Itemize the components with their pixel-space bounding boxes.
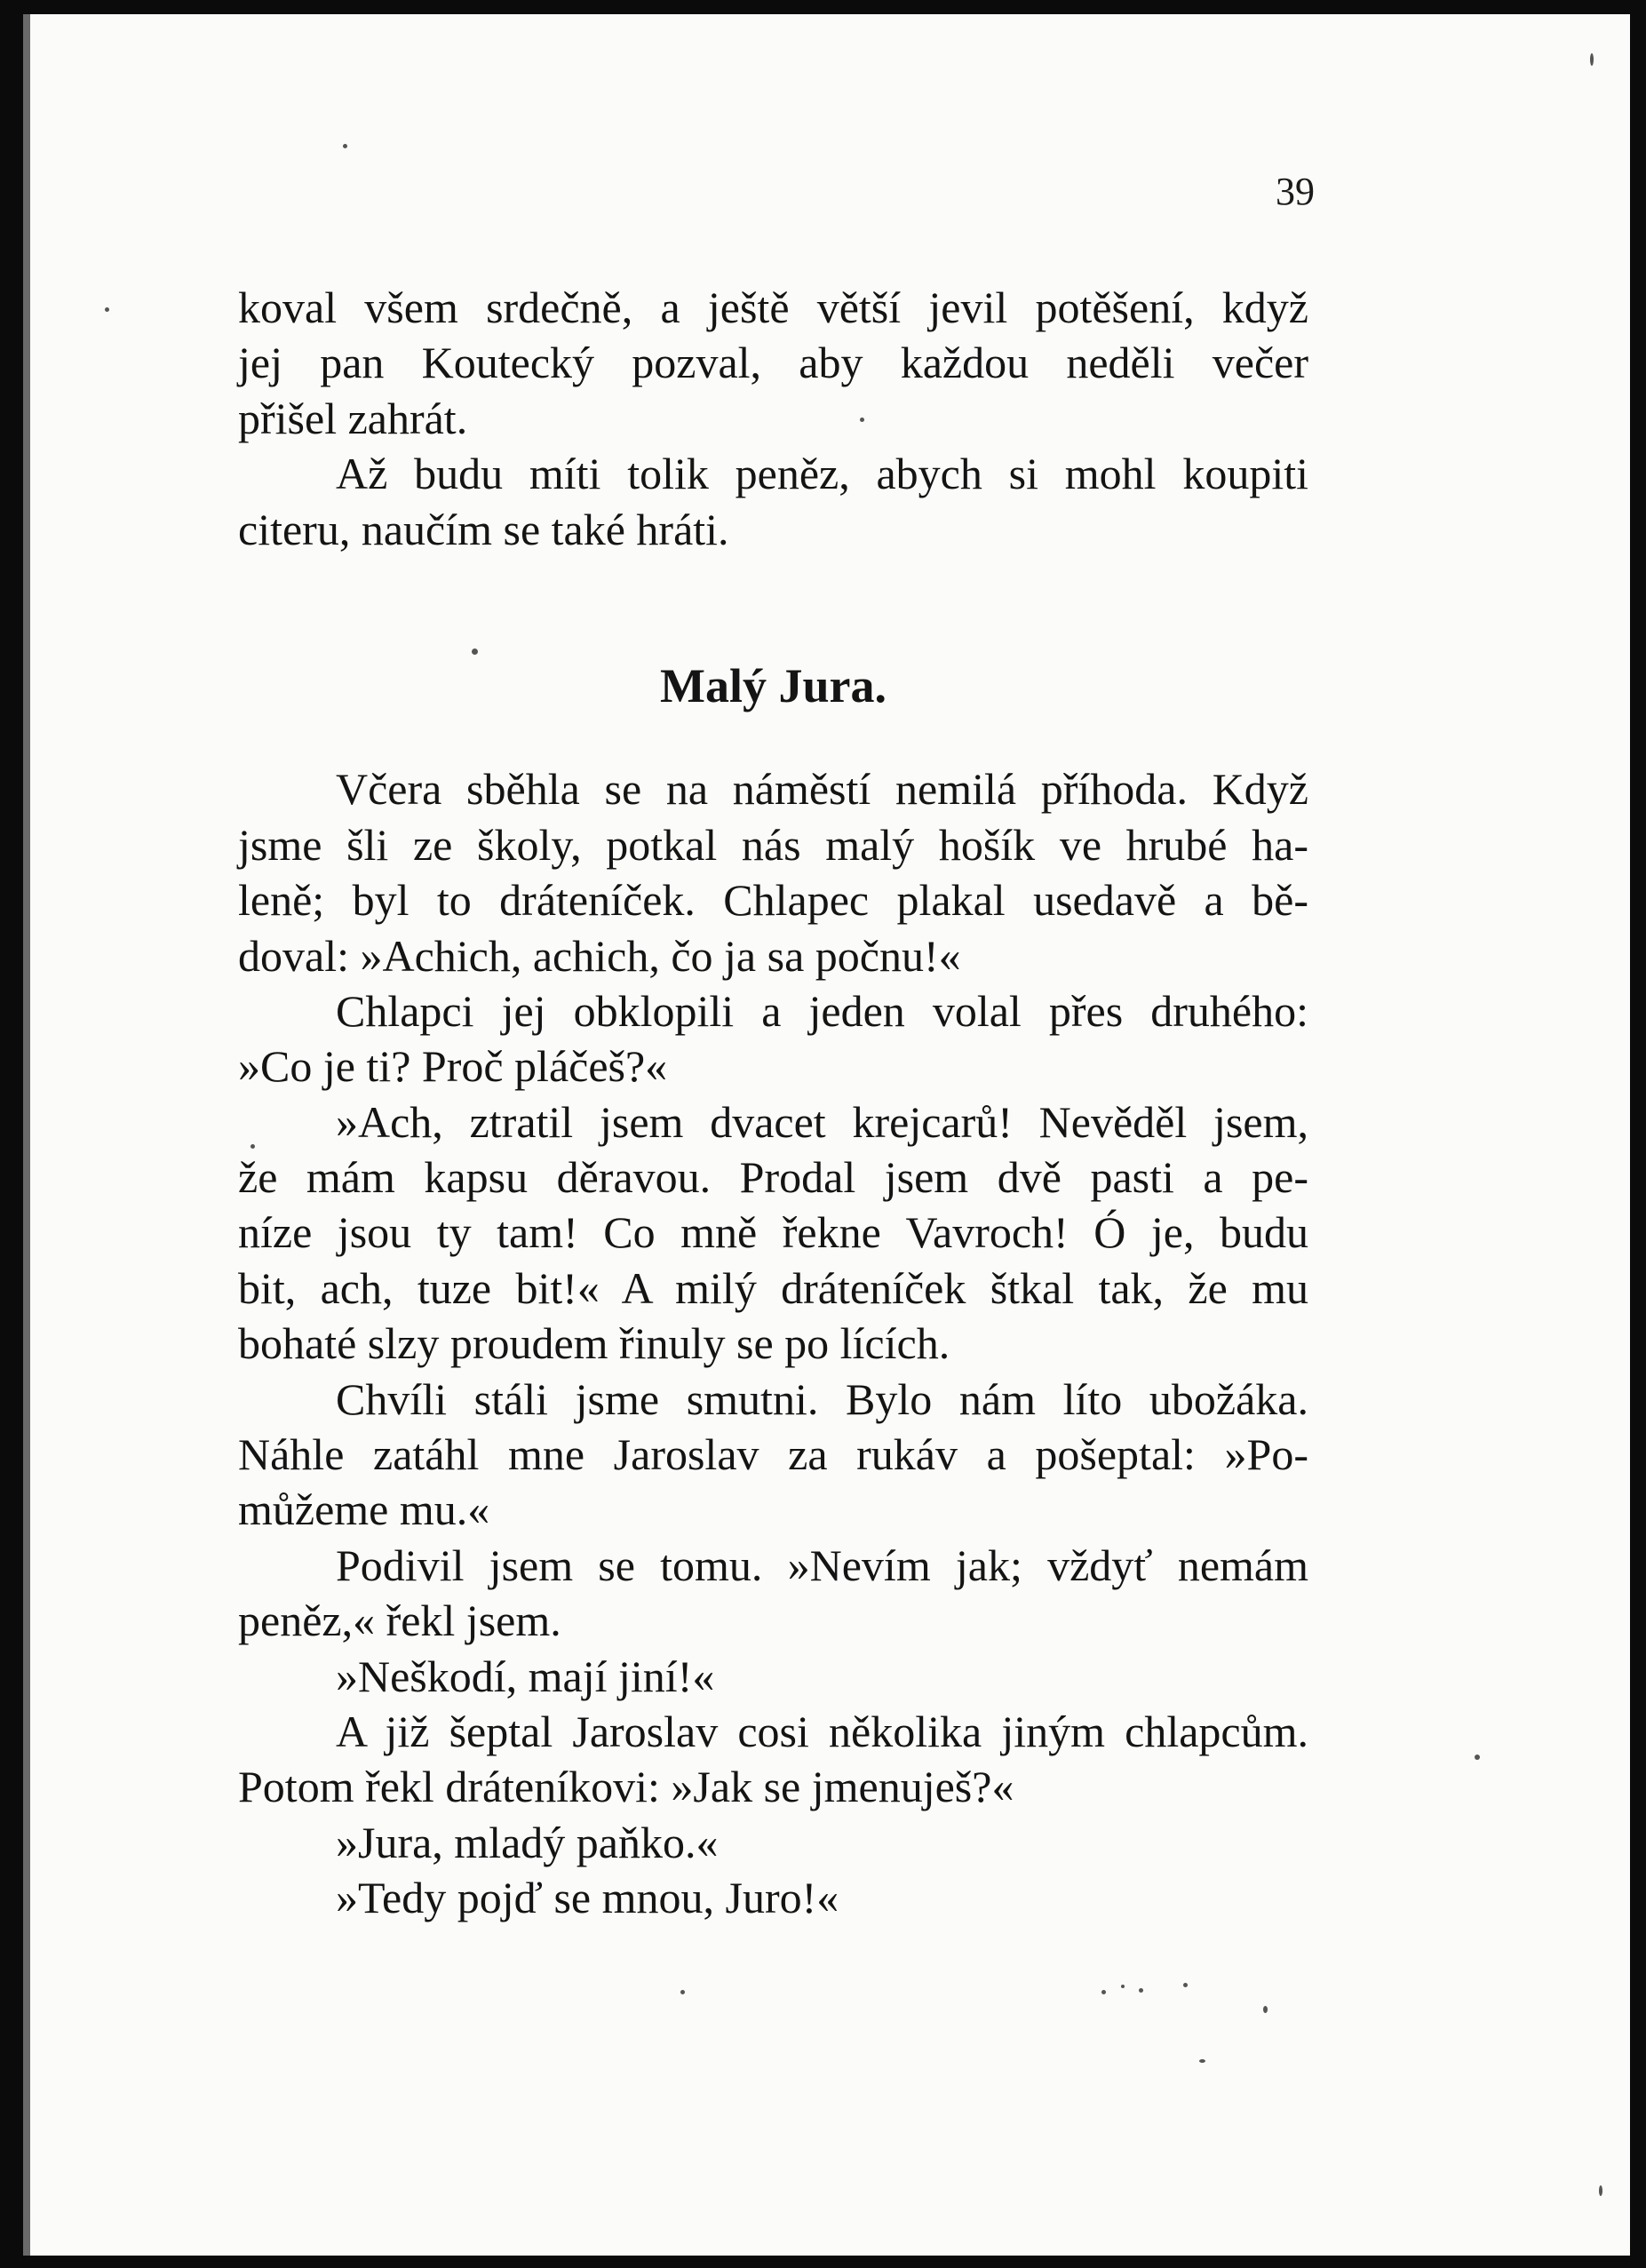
dust-speck: [1590, 53, 1594, 66]
text-line: bohaté slzy proudem řinuly se po lících.: [238, 1318, 950, 1369]
text-line: peněz,« řekl jsem.: [238, 1596, 561, 1646]
text-line: Potom řekl dráteníkovi: »Jak se jmenuješ?«: [238, 1762, 1014, 1812]
text-line: Včera sběhla se na náměstí nemilá příhoda. Když: [336, 764, 1308, 815]
scan-border-bottom: [0, 2256, 1646, 2268]
dust-speck: [105, 307, 109, 312]
text-line: »Co je ti? Proč pláčeš?«: [238, 1041, 668, 1092]
text-line: Náhle zatáhl mne Jaroslav za rukáv a pošeptal: »Po-: [238, 1429, 1308, 1480]
text-line: jej pan Koutecký pozval, aby každou neděli večer: [238, 338, 1308, 388]
text-line: můžeme mu.«: [238, 1484, 490, 1535]
page-text: [238, 280, 1308, 1926]
chapter-heading: Malý Jura.: [660, 658, 887, 712]
dust-speck: [343, 144, 347, 148]
scan-border-left: [0, 0, 23, 2268]
text-line: doval: »Achich, achich, čo ja sa počnu!«: [238, 930, 961, 981]
dust-speck: [1199, 2059, 1205, 2063]
dust-speck: [1101, 1990, 1106, 1994]
dust-speck: [1121, 1985, 1125, 1988]
text-line: jsme šli ze školy, potkal nás malý hošík ve hrubé ha-: [238, 819, 1308, 870]
text-line: bit, ach, tuze bit!« A milý dráteníček štkal tak, že mu: [238, 1262, 1308, 1313]
text-line: koval všem srdečně, a ještě větší jevil potěšení, když: [238, 283, 1308, 332]
text-line: Chlapci jej obklopili a jeden volal přes druhého:: [336, 985, 1308, 1036]
scan-border-right: [1630, 0, 1646, 2268]
dust-speck: [1263, 2006, 1268, 2013]
text-line: »Tedy pojď se mnou, Juro!«: [336, 1873, 839, 1923]
text-line: níze jsou ty tam! Co mně řekne Vavroch! Ó je, budu: [238, 1207, 1308, 1258]
text-line: »Jura, mladý paňko.«: [336, 1817, 719, 1867]
text-line: leně; byl to dráteníček. Chlapec plakal usedavě a bě-: [238, 875, 1308, 926]
scan-border-top: [0, 0, 1646, 14]
text-line: že mám kapsu děravou. Prodal jsem dvě pasti a pe-: [238, 1152, 1308, 1203]
dust-speck: [1599, 2185, 1602, 2196]
scan-border-left-shadow: [23, 14, 30, 2268]
dust-speck: [680, 1990, 685, 1994]
page-number: 39: [1276, 170, 1315, 213]
text-line: Podivil jsem se tomu. »Nevím jak; vždyť nemám: [336, 1540, 1308, 1590]
text-line: Chvíli stáli jsme smutni. Bylo nám líto ubožáka.: [336, 1373, 1308, 1424]
text-line: A již šeptal Jaroslav cosi několika jiným chlapcům.: [336, 1706, 1308, 1756]
dust-speck: [1183, 1983, 1188, 1987]
dust-speck: [1475, 1755, 1480, 1760]
text-line: přišel zahrát.: [238, 393, 468, 443]
text-line: »Ach, ztratil jsem dvacet krejcarů! Nevěděl jsem,: [336, 1096, 1308, 1147]
text-line: citeru, naučím se také hráti.: [238, 504, 729, 554]
text-line: Až budu míti tolik peněz, abych si mohl koupiti: [336, 449, 1308, 499]
text-line: »Neškodí, mají jiní!«: [336, 1651, 715, 1701]
dust-speck: [1139, 1988, 1143, 1993]
